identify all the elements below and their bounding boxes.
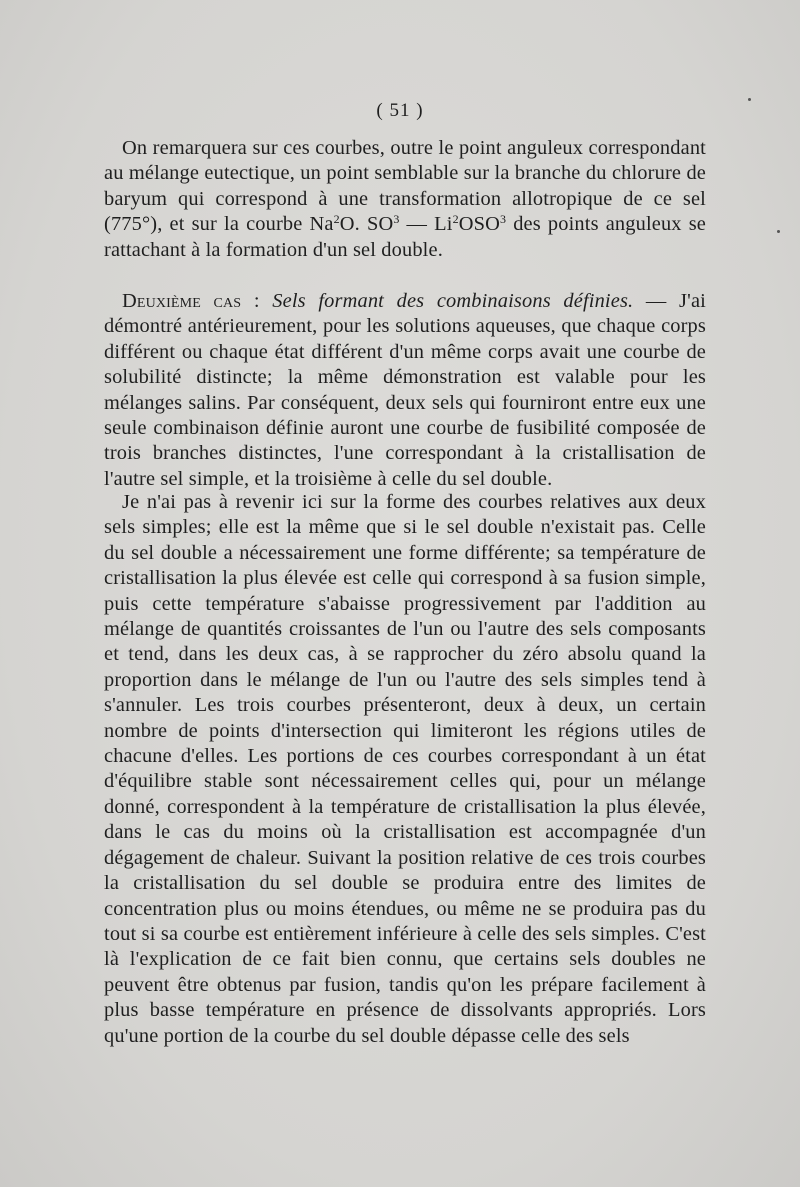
print-speck bbox=[748, 98, 751, 101]
paragraph-eutectic-text-after: des points anguleux se rattachant à la formation d'un sel double. bbox=[104, 213, 707, 261]
page-number: ( 51 ) bbox=[376, 100, 424, 121]
paragraph-eutectic bbox=[104, 136, 706, 263]
paragraph-second-case-text: — J'ai démontré antérieurement, pour les solutions aqueuses, que chaque corps différent ou chaque état différent d'un même corps avait une courbe de solubilité distincte; la même démonstration est valable pour les mélanges salins. Par conséquent, deux sels qui fourniront entre eux une seule combinaison définie auront une courbe de fusibilité composée de trois branches distinctes, l'une correspondant à la cristallisation de l'autre sel simple, et la troisième à celle du sel double. bbox=[104, 290, 706, 490]
section-heading: Deuxième cas : bbox=[122, 290, 260, 312]
formula-part: O. SO bbox=[339, 213, 394, 236]
formula-part: — Li bbox=[399, 213, 453, 236]
superscript: 2 bbox=[452, 212, 459, 227]
print-speck bbox=[777, 230, 780, 233]
superscript: 3 bbox=[393, 212, 400, 227]
section-heading-italic: Sels formant des combinaisons définies. bbox=[272, 290, 634, 312]
paragraph-eutectic-text-before: On remarquera sur ces courbes, outre le point anguleux correspondant au mélange eutectique, un point semblable sur la branche du chlorure de baryum qui correspond à une transformation allotropique de ce sel (775°), et sur la courbe Na bbox=[104, 137, 706, 236]
paragraph-double-salt bbox=[104, 490, 706, 1049]
formula-part: OSO bbox=[458, 213, 500, 236]
paragraph-double-salt-text: Je n'ai pas à revenir ici sur la forme des courbes relatives aux deux sels simples; elle est la même que si le sel double n'existait pas. Celle du sel double a nécessairement une forme différente; sa température de cristallisation la plus élevée est celle qui correspond à sa fusion simple, puis cette température s'abaisse progressivement par l'addition au mélange de quantités croissantes de l'un ou l'autre des sels composants et tend, dans les deux cas, à se rapprocher du zéro absolu quand la proportion dans le mélange de l'un ou l'autre des sels simples tend à s'annuler. Les trois courbes présenteront, deux à deux, un certain nombre de points d'intersection qui limiteront les régions utiles de chacune d'elles. Les portions de ces courbes correspondant à un état d'équilibre stable sont nécessairement celles qui, pour un mélange donné, correspondent à la température de cristallisation la plus élevée, dans le cas du moins où la cristallisation est accompagnée d'un dégagement de chaleur. Suivant la position relative de ces trois courbes la cristallisation du sel double se produira entre des limites de concentration plus ou moins étendues, ou même ne se produira pas du tout si sa courbe est entièrement inférieure à celle des sels simples. C'est là l'explication de ce fait bien connu, que certains sels doubles ne peuvent être obtenus par fusion, tandis qu'on les prépare facilement à plus basse température en présence de dissolvants appropriés. Lors qu'une portion de la courbe du sel double dépasse celle des sels bbox=[104, 491, 706, 1047]
paragraph-second-case bbox=[104, 289, 706, 492]
superscript: 3 bbox=[500, 212, 507, 227]
superscript: 2 bbox=[333, 212, 340, 227]
